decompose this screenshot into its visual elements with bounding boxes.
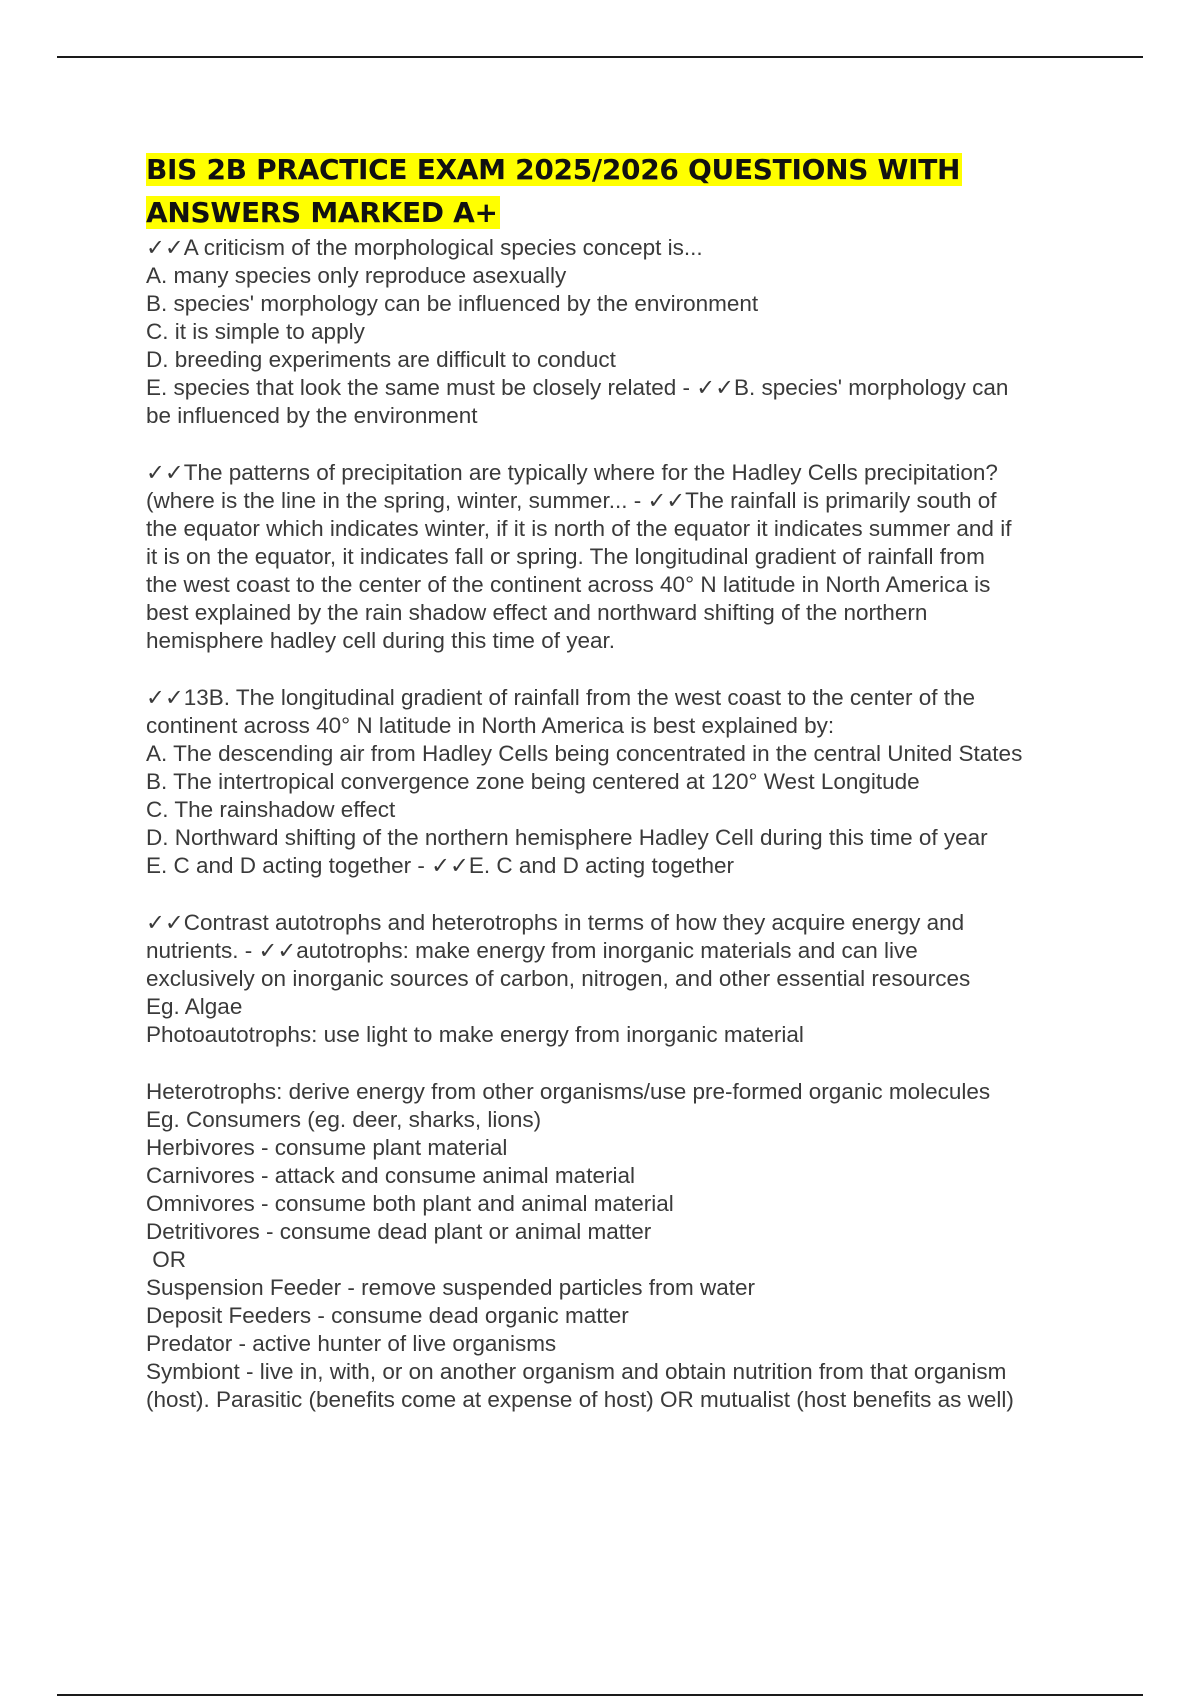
text-line: Heterotrophs: derive energy from other organisms/use pre-formed organic molecules — [146, 1079, 991, 1104]
text-line: Deposit Feeders - consume dead organic matter — [146, 1303, 629, 1328]
text-line: Symbiont - live in, with, or on another organism and obtain nutrition from that organism — [146, 1359, 1007, 1384]
text-line: Eg. Algae — [146, 994, 243, 1019]
text-line: ✓✓The patterns of precipitation are typically where for the Hadley Cells precipitation? — [146, 460, 998, 485]
text-line: E. species that look the same must be closely related - ✓✓B. species' morphology can — [146, 375, 1009, 400]
text-line: (where is the line in the spring, winter, summer... - ✓✓The rainfall is primarily south of — [146, 488, 997, 513]
text-line: OR — [146, 1247, 187, 1272]
text-line: ✓✓A criticism of the morphological species concept is... — [146, 235, 703, 260]
text-line: A. many species only reproduce asexually — [146, 263, 567, 288]
text-line: the west coast to the center of the continent across 40° N latitude in North America is — [146, 572, 991, 597]
text-line: continent across 40° N latitude in North America is best explained by: — [146, 713, 835, 738]
text-line: nutrients. - ✓✓autotrophs: make energy from inorganic materials and can live — [146, 938, 918, 963]
text-line: Detritivores - consume dead plant or animal matter — [146, 1219, 652, 1244]
text-line: exclusively on inorganic sources of carbon, nitrogen, and other essential resources — [146, 966, 971, 991]
text-line: ✓✓Contrast autotrophs and heterotrophs in terms of how they acquire energy and — [146, 910, 965, 935]
bottom-rule — [57, 1694, 1143, 1696]
top-rule — [57, 56, 1143, 58]
text-line: it is on the equator, it indicates fall or spring. The longitudinal gradient of rainfall from — [146, 544, 985, 569]
text-line: C. The rainshadow effect — [146, 797, 396, 822]
text-line: Eg. Consumers (eg. deer, sharks, lions) — [146, 1107, 542, 1132]
text-line: be influenced by the environment — [146, 403, 478, 428]
document-title-line-2: ANSWERS MARKED A+ — [146, 196, 498, 229]
document-title — [146, 148, 1106, 234]
text-line: B. species' morphology can be influenced by the environment — [146, 291, 759, 316]
text-line: best explained by the rain shadow effect and northward shifting of the northern — [146, 600, 928, 625]
question-block-1 — [146, 234, 1106, 430]
text-line: Predator - active hunter of live organisms — [146, 1331, 557, 1356]
text-line: hemisphere hadley cell during this time of year. — [146, 628, 615, 653]
document-title-line-1: BIS 2B PRACTICE EXAM 2025/2026 QUESTIONS WITH — [146, 153, 961, 186]
text-line: Carnivores - attack and consume animal material — [146, 1163, 635, 1188]
text-line: C. it is simple to apply — [146, 319, 365, 344]
text-line: D. breeding experiments are difficult to conduct — [146, 347, 616, 372]
text-line: ✓✓13B. The longitudinal gradient of rainfall from the west coast to the center of the — [146, 685, 976, 710]
text-line: Omnivores - consume both plant and animal material — [146, 1191, 674, 1216]
question-block-5 — [146, 1078, 1106, 1414]
text-line: B. The intertropical convergence zone being centered at 120° West Longitude — [146, 769, 920, 794]
text-line: Herbivores - consume plant material — [146, 1135, 508, 1160]
text-line: E. C and D acting together - ✓✓E. C and D acting together — [146, 853, 735, 878]
text-line: A. The descending air from Hadley Cells being concentrated in the central United States — [146, 741, 1023, 766]
text-line: D. Northward shifting of the northern hemisphere Hadley Cell during this time of year — [146, 825, 988, 850]
text-line: the equator which indicates winter, if it is north of the equator it indicates summer and if — [146, 516, 1012, 541]
text-line: Suspension Feeder - remove suspended particles from water — [146, 1275, 756, 1300]
document-body — [146, 148, 1106, 1443]
question-block-4 — [146, 909, 1106, 1049]
question-block-3 — [146, 684, 1106, 880]
question-block-2 — [146, 459, 1106, 655]
text-line: Photoautotrophs: use light to make energy from inorganic material — [146, 1022, 804, 1047]
text-line: (host). Parasitic (benefits come at expense of host) OR mutualist (host benefits as well) — [146, 1387, 1014, 1412]
